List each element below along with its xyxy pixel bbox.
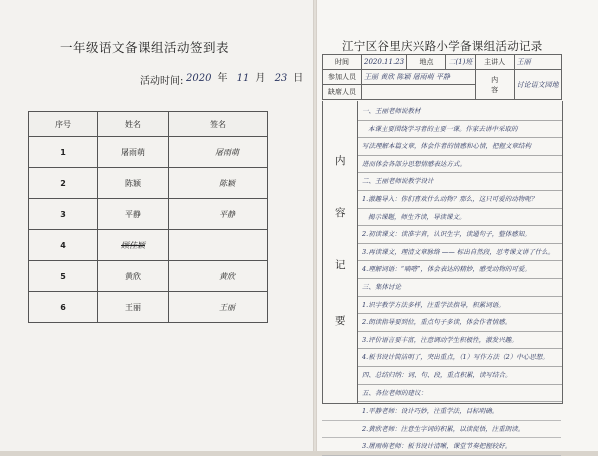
row-name: 屠雨萌 [98,137,169,168]
note-line: 三、集体讨论 [358,279,562,297]
time-day: 23 [274,73,288,84]
time-label: 时间 [323,55,362,70]
row-signature: 陈颖 [169,168,268,199]
place-value: 二(1)班 [446,55,475,70]
record-row-participants [323,70,562,85]
row-name: 王丽 [98,292,169,323]
note-line: 本课主要围绕学习者的主要一课。作家去讲中采取的 [358,121,562,139]
row-name: 黄欣 [98,261,169,292]
note-line: 4.理解词语：“嘀嗒”，体会表达的精妙，感受动物的可爱。 [358,261,562,279]
col-header-signature: 签名 [169,112,268,137]
record-title: 江宁区谷里庆兴路小学备课组活动记录 [342,39,543,53]
sign-in-title: 一年级语文备课组活动签到表 [60,40,230,55]
note-line: 1.平静老师：设计巧妙，注重学法，目标明确。 [322,403,561,421]
absent-value [362,85,476,100]
content-side-label: 内 容 [475,70,514,100]
participants-value: 王丽 黄欣 陈颖 屠雨萌 平静 [362,70,476,85]
note-line: 二、王丽老师说教学设计 [358,173,562,191]
col-header-number: 序号 [29,112,98,137]
place-label: 地点 [407,55,446,70]
suggestion-lines [322,403,561,456]
section-char: 记 [335,259,346,271]
row-number: 6 [29,292,98,323]
sign-in-table [28,111,268,323]
section-char: 内 [335,155,346,167]
time-value: 2020.11.23 [362,55,407,70]
content-notes-label [323,101,358,403]
row-number: 5 [29,261,98,292]
row-number: 3 [29,199,98,230]
time-year-suffix: 年 [217,73,228,84]
row-name: 陈颖 [98,168,169,199]
absent-label: 缺席人员 [323,85,362,100]
note-line: 进而体会各部分思想情感表达方式。 [358,156,562,174]
row-number: 1 [29,137,98,168]
note-line: 揭示课题，师生齐读，导读课文。 [358,209,562,227]
content-notes-box [322,101,563,404]
table-row [29,292,268,323]
note-line: 1.识字教学方法多样，注重学法指导，积累词语。 [358,297,562,315]
note-line: 2.朗读指导要到位，重点句子多读，体会作者情感。 [358,314,562,332]
time-month-suffix: 月 [255,73,266,84]
table-row [29,137,268,168]
note-line: 4.板书设计简洁明了，突出重点，（1）写作方法（2）中心思想。 [358,349,562,367]
activity-time-label: 活动时间: [140,76,184,87]
section-char: 容 [335,207,346,219]
host-value: 王丽 [514,55,561,70]
record-row-time [323,55,562,70]
note-line: 一、王丽老师说教材 [358,103,562,121]
page-fold [313,0,317,451]
content-side-value: 讨论语文园地 [514,70,561,100]
note-line: 3.再读课文，理清文章脉络 —— 标出自然段，思考课文讲了什么。 [358,244,562,262]
row-signature: 屠雨萌 [169,137,268,168]
row-name: 平静 [98,199,169,230]
table-row [29,199,268,230]
table-row [29,261,268,292]
time-month: 11 [236,73,250,84]
row-signature: 平静 [169,199,268,230]
row-signature: 黄欣 [169,261,268,292]
row-signature: 王丽 [169,292,268,323]
note-line: 五、各位老师的建议： [358,385,562,403]
note-line: 3.评价语言要丰富，注意调动学生积极性，激发兴趣。 [358,332,562,350]
host-label: 主讲人 [475,55,514,70]
note-line: 2.黄欣老师：注意生字词的积累，以读促悟，注重朗读。 [322,421,561,439]
col-header-name: 姓名 [98,112,169,137]
time-year: 2020 [186,73,212,84]
note-line: 3.屠雨萌老师：板书设计清晰，课堂节奏把握较好。 [322,438,561,456]
table-row [29,168,268,199]
row-number: 4 [29,230,98,261]
table-header-row [29,112,268,137]
row-signature [169,230,268,261]
handwritten-lines [358,103,562,402]
section-char: 要 [335,315,346,327]
record-header-table [322,54,562,100]
time-day-suffix: 日 [293,73,304,84]
note-line: 2.初读课文：读准字音，认识生字，读通句子，整体感知。 [358,226,562,244]
note-line: 1.激趣导入：你们喜欢什么动物？那么，这只可爱的动物呢？ [358,191,562,209]
table-row [29,230,268,261]
row-name-struck: 顾佳颖 [98,230,169,261]
note-line: 写法理解本篇文章，体会作者的情感和心情，把握文章结构 [358,138,562,156]
participants-label: 参加人员 [323,70,362,85]
row-number: 2 [29,168,98,199]
note-line: 四、总结归纳：词、句、段，重点积累，读写结合。 [358,367,562,385]
activity-time-value [186,69,309,84]
